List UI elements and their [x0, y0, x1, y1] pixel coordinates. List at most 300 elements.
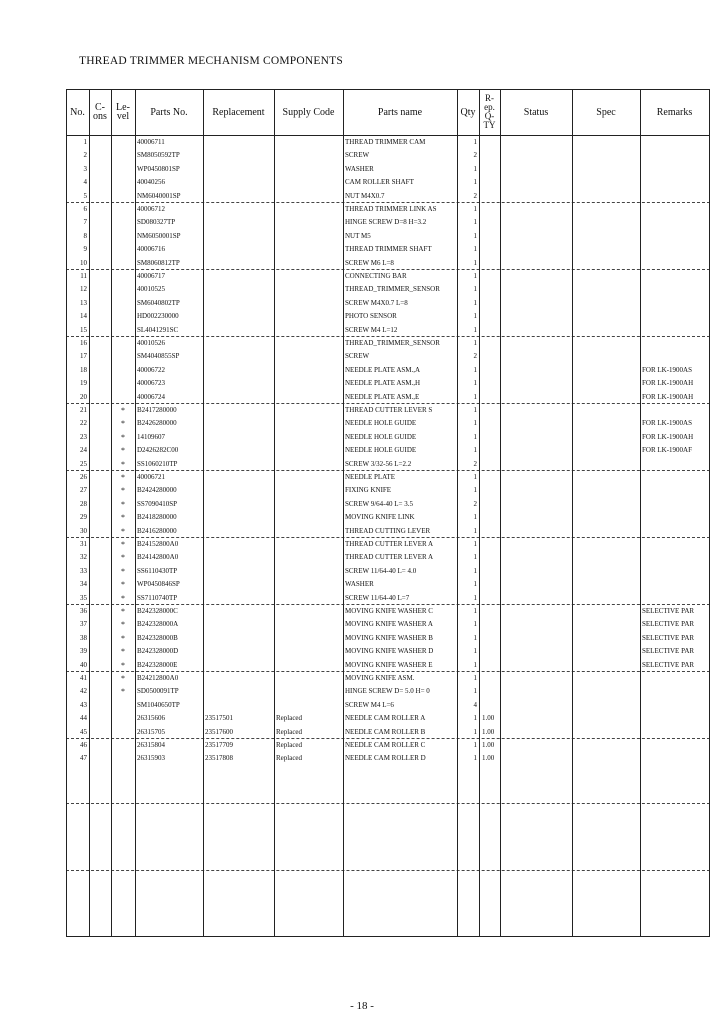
table-row: [66, 685, 710, 698]
level-mark: *: [121, 660, 125, 670]
remarks: FOR LK-1900AH: [642, 432, 694, 441]
table-row: [66, 283, 710, 296]
row-number: 40: [80, 660, 87, 669]
quantity: 1: [473, 432, 477, 441]
row-number: 13: [80, 298, 87, 307]
supply-code: [276, 444, 342, 457]
parts-number: SM8060812TP: [137, 258, 180, 267]
replacement-number: [205, 605, 273, 618]
parts-name: MOVING KNIFE ASM.: [345, 674, 415, 682]
level-mark: *: [121, 406, 125, 415]
parts-name: SCREW: [345, 151, 370, 160]
replacement-number: [205, 257, 273, 270]
level-mark: [111, 190, 135, 203]
replacement-number: [205, 471, 273, 484]
quantity: 1: [473, 566, 477, 575]
remarks: [642, 565, 710, 578]
replacement-number: [205, 444, 273, 457]
row-number: 35: [80, 593, 87, 602]
quantity: 1: [473, 714, 477, 723]
parts-name: THREAD TRIMMER CAM: [345, 138, 426, 146]
quantity: 2: [473, 352, 477, 361]
remarks: [642, 404, 710, 417]
replacement-quantity: [482, 364, 502, 377]
header-no: No.: [70, 106, 85, 118]
replacement-quantity: [482, 605, 502, 618]
replacement-number: [205, 431, 273, 444]
replacement-quantity: 1.00: [482, 741, 495, 749]
parts-number: B242328000B: [137, 633, 178, 642]
quantity: 1: [473, 607, 477, 615]
quantity: 1: [473, 325, 477, 334]
remarks: [642, 176, 710, 189]
level-mark: [111, 230, 135, 243]
table-row: [66, 511, 710, 524]
supply-code: [276, 565, 342, 578]
quantity: 1: [473, 674, 477, 682]
replacement-number: [205, 230, 273, 243]
replacement-quantity: [482, 565, 502, 578]
quantity: 1: [473, 406, 477, 414]
remarks: [642, 739, 710, 752]
replacement-number: [205, 270, 273, 283]
row-number: 42: [80, 687, 87, 696]
replacement-quantity: [482, 377, 502, 390]
remarks: [642, 471, 710, 484]
supply-code: Replaced: [276, 714, 303, 723]
remarks: [642, 243, 710, 256]
header-replacement: Replacement: [212, 106, 265, 118]
replacement-quantity: 1.00: [482, 754, 495, 763]
table-row: [66, 216, 710, 229]
level-mark: *: [121, 620, 125, 630]
parts-name: NEEDLE CAM ROLLER C: [345, 741, 426, 749]
level-mark: [111, 149, 135, 162]
supply-code: [276, 404, 342, 417]
parts-name: WASHER: [345, 164, 374, 173]
supply-code: [276, 471, 342, 484]
quantity: 2: [473, 459, 477, 468]
parts-number: WP0450801SP: [137, 164, 180, 173]
parts-name: SCREW 11/64-40 L= 4.0: [345, 566, 417, 575]
replacement-number: [205, 511, 273, 524]
quantity: 1: [473, 392, 477, 401]
remarks: SELECTIVE PAR: [642, 620, 695, 629]
replacement-number: [205, 216, 273, 229]
parts-name: CAM ROLLER SHAFT: [345, 178, 414, 187]
remarks: [642, 551, 710, 564]
supply-code: Replaced: [276, 727, 303, 736]
remarks: FOR LK-1900AH: [642, 392, 694, 401]
parts-name: NEEDLE CAM ROLLER A: [345, 714, 426, 723]
quantity: 1: [473, 164, 477, 173]
replacement-number: [205, 632, 273, 645]
parts-number: B2426280000: [137, 419, 177, 428]
replacement-number: [205, 645, 273, 658]
replacement-number: [205, 324, 273, 337]
level-mark: *: [121, 633, 125, 643]
table-row: [66, 203, 710, 216]
supply-code: [276, 216, 342, 229]
row-number: 18: [80, 365, 87, 374]
level-mark: *: [121, 607, 125, 616]
table-row: [66, 471, 710, 484]
parts-number: SM4040855SP: [137, 352, 180, 361]
parts-number: WP0450846SP: [137, 580, 180, 589]
parts-name: NEEDLE PLATE ASM.,E: [345, 392, 420, 401]
row-number: 47: [80, 754, 87, 763]
supply-code: [276, 578, 342, 591]
parts-number: B242328000C: [137, 607, 178, 615]
header-remarks: Remarks: [656, 106, 693, 118]
supply-code: [276, 243, 342, 256]
replacement-number: [205, 565, 273, 578]
row-number: 3: [83, 164, 87, 173]
supply-code: [276, 632, 342, 645]
header-rep-qty-line2: ep.: [484, 102, 495, 112]
replacement-number: [205, 672, 273, 685]
supply-code: [276, 324, 342, 337]
supply-code: [276, 511, 342, 524]
replacement-quantity: [482, 297, 502, 310]
quantity: 2: [473, 499, 477, 508]
table-row: [66, 364, 710, 377]
replacement-quantity: [482, 484, 502, 497]
header-rep-qty: [479, 89, 500, 135]
table-row: [66, 337, 710, 350]
parts-name: MOVING KNIFE WASHER E: [345, 660, 433, 669]
remarks: [642, 699, 710, 712]
quantity: 1: [473, 298, 477, 307]
quantity: 1: [473, 339, 477, 347]
parts-number: 40006723: [137, 379, 165, 388]
replacement-quantity: [482, 471, 502, 484]
replacement-number: 23517709: [205, 741, 233, 749]
quantity: 1: [473, 486, 477, 495]
replacement-number: [205, 578, 273, 591]
header-cons-line1: C-: [95, 102, 105, 113]
quantity: 1: [473, 580, 477, 589]
level-mark: *: [121, 553, 125, 563]
quantity: 1: [473, 365, 477, 374]
replacement-number: 23517808: [205, 754, 233, 763]
replacement-quantity: [482, 190, 502, 203]
row-number: 15: [80, 325, 87, 334]
table-row: [66, 444, 710, 457]
parts-name: MOVING KNIFE LINK: [345, 513, 415, 522]
remarks: [642, 230, 710, 243]
remarks: [642, 337, 710, 350]
parts-name: MOVING KNIFE WASHER C: [345, 607, 433, 615]
level-mark: [111, 726, 135, 739]
remarks: [642, 752, 710, 765]
row-number: 2: [83, 151, 87, 160]
parts-number: B242328000D: [137, 647, 179, 656]
remarks: [642, 672, 710, 685]
table-row: [66, 431, 710, 444]
header-rep-qty-line3: Q-: [484, 111, 495, 121]
parts-name: NEEDLE PLATE: [345, 473, 395, 481]
parts-number: 40010526: [137, 339, 165, 347]
supply-code: [276, 364, 342, 377]
table-row: [66, 243, 710, 256]
supply-code: [276, 605, 342, 618]
replacement-number: [205, 310, 273, 323]
replacement-number: [205, 364, 273, 377]
level-mark: [111, 712, 135, 725]
replacement-quantity: [482, 230, 502, 243]
replacement-number: [205, 618, 273, 631]
parts-name: HINGE SCREW D= 5.0 H= 0: [345, 687, 430, 696]
supply-code: [276, 391, 342, 404]
quantity: 1: [473, 754, 477, 763]
header-parts-no: Parts No.: [150, 106, 188, 118]
quantity: 2: [473, 151, 477, 160]
replacement-number: [205, 149, 273, 162]
remarks: [642, 203, 710, 216]
quantity: 1: [473, 419, 477, 428]
table-row: [66, 592, 710, 605]
row-number: 25: [80, 459, 87, 468]
row-number: 27: [80, 486, 87, 495]
table-row: [66, 190, 710, 203]
replacement-number: [205, 350, 273, 363]
quantity: 1: [473, 138, 477, 146]
row-number: 16: [80, 339, 87, 347]
remarks: FOR LK-1900AH: [642, 379, 694, 388]
replacement-quantity: [482, 350, 502, 363]
row-number: 32: [80, 553, 87, 562]
header-qty: Qty: [460, 106, 476, 118]
table-row: [66, 538, 710, 551]
table-row: [66, 404, 710, 417]
replacement-quantity: [482, 511, 502, 524]
replacement-quantity: [482, 578, 502, 591]
parts-number: HD002230000: [137, 312, 179, 321]
header-level-line1: Le-: [116, 102, 130, 113]
level-mark: *: [121, 674, 125, 683]
level-mark: [111, 310, 135, 323]
parts-name: THREAD CUTTER LEVER A: [345, 553, 434, 562]
level-mark: [111, 391, 135, 404]
row-number: 6: [83, 205, 87, 213]
row-number: 31: [80, 540, 87, 548]
row-number: 12: [80, 285, 87, 294]
replacement-quantity: [482, 538, 502, 551]
supply-code: [276, 699, 342, 712]
supply-code: [276, 484, 342, 497]
level-mark: [111, 257, 135, 270]
supply-code: [276, 498, 342, 511]
quantity: 4: [473, 700, 477, 709]
parts-number: B24142800A0: [137, 553, 179, 562]
level-mark: [111, 752, 135, 765]
level-mark: [111, 216, 135, 229]
header-rep-qty-line1: R-: [485, 93, 494, 103]
row-number: 10: [80, 258, 87, 267]
parts-number: SD080327TP: [137, 218, 176, 227]
replacement-quantity: [482, 149, 502, 162]
replacement-quantity: [482, 699, 502, 712]
supply-code: [276, 190, 342, 203]
level-mark: [111, 297, 135, 310]
table-row: [66, 645, 710, 658]
table-row: [66, 699, 710, 712]
replacement-number: [205, 551, 273, 564]
parts-name: MOVING KNIFE WASHER D: [345, 647, 434, 656]
parts-number: 40006711: [137, 138, 165, 146]
level-mark: *: [121, 432, 125, 442]
group-divider: [66, 803, 710, 804]
quantity: 1: [473, 620, 477, 629]
level-mark: *: [121, 580, 125, 590]
replacement-quantity: [482, 632, 502, 645]
parts-number: B24212800A0: [137, 674, 179, 682]
row-number: 43: [80, 700, 87, 709]
parts-number: SS7090410SP: [137, 499, 178, 508]
parts-name: WASHER: [345, 580, 374, 589]
supply-code: [276, 176, 342, 189]
table-row: [66, 498, 710, 511]
replacement-number: [205, 417, 273, 430]
row-number: 23: [80, 432, 87, 441]
replacement-quantity: [482, 324, 502, 337]
replacement-quantity: [482, 551, 502, 564]
level-mark: *: [121, 647, 125, 657]
level-mark: [111, 203, 135, 216]
row-number: 8: [83, 231, 87, 240]
quantity: 1: [473, 205, 477, 213]
remarks: [642, 350, 710, 363]
replacement-number: [205, 203, 273, 216]
row-number: 36: [80, 607, 87, 615]
level-mark: *: [121, 540, 125, 549]
supply-code: [276, 618, 342, 631]
parts-number: B24152800A0: [137, 540, 179, 548]
quantity: 1: [473, 258, 477, 267]
replacement-number: [205, 498, 273, 511]
supply-code: [276, 310, 342, 323]
quantity: 1: [473, 741, 477, 749]
level-mark: [111, 243, 135, 256]
quantity: 1: [473, 647, 477, 656]
replacement-quantity: [482, 243, 502, 256]
level-mark: [111, 337, 135, 350]
table-row: [66, 659, 710, 672]
supply-code: [276, 149, 342, 162]
remarks: SELECTIVE PAR: [642, 607, 695, 615]
parts-number: SS1060210TP: [137, 459, 178, 468]
row-number: 9: [83, 245, 87, 254]
row-number: 4: [83, 178, 87, 187]
remarks: [642, 310, 710, 323]
parts-name: PHOTO SENSOR: [345, 312, 397, 321]
row-number: 39: [80, 647, 87, 656]
table-row: [66, 551, 710, 564]
supply-code: [276, 350, 342, 363]
replacement-quantity: [482, 257, 502, 270]
row-number: 14: [80, 312, 87, 321]
supply-code: [276, 538, 342, 551]
header-rep-qty-line4: TY: [483, 120, 496, 130]
parts-name: NUT M4X0.7: [345, 191, 385, 200]
supply-code: [276, 283, 342, 296]
parts-number: 40010525: [137, 285, 165, 294]
table-row: [66, 525, 710, 538]
replacement-quantity: [482, 391, 502, 404]
replacement-quantity: [482, 525, 502, 538]
table-row: [66, 618, 710, 631]
supply-code: [276, 257, 342, 270]
parts-name: SCREW M4X0.7 L=8: [345, 298, 408, 307]
row-number: 21: [80, 406, 87, 414]
supply-code: [276, 659, 342, 672]
replacement-number: [205, 525, 273, 538]
table-bottom-border: [66, 936, 710, 937]
table-row: [66, 458, 710, 471]
parts-number: 26315903: [137, 754, 165, 763]
table-row: [66, 149, 710, 162]
parts-number: B2418280000: [137, 513, 177, 522]
remarks: [642, 270, 710, 283]
replacement-number: [205, 484, 273, 497]
quantity: 1: [473, 633, 477, 642]
level-mark: *: [121, 687, 125, 697]
remarks: SELECTIVE PAR: [642, 660, 695, 669]
group-divider: [66, 870, 710, 871]
table-row: [66, 565, 710, 578]
parts-number: 40006724: [137, 392, 165, 401]
quantity: 1: [473, 660, 477, 669]
parts-name: NEEDLE HOLE GUIDE: [345, 419, 417, 428]
parts-table: [66, 89, 710, 937]
table-row: [66, 391, 710, 404]
page-number: - 18 -: [350, 1000, 374, 1012]
replacement-quantity: [482, 176, 502, 189]
replacement-number: [205, 458, 273, 471]
table-row: [66, 270, 710, 283]
supply-code: [276, 337, 342, 350]
parts-name: THREAD TRIMMER LINK AS: [345, 205, 437, 213]
remarks: [642, 498, 710, 511]
replacement-number: [205, 391, 273, 404]
parts-number: SL4041291SC: [137, 325, 179, 334]
supply-code: [276, 136, 342, 149]
quantity: 1: [473, 231, 477, 240]
table-row: [66, 417, 710, 430]
header-level: [111, 89, 135, 135]
parts-name: SCREW 3/32-56 L=2.2: [345, 459, 412, 468]
row-number: 33: [80, 566, 87, 575]
parts-number: B242328000E: [137, 660, 178, 669]
parts-number: NM6050001SP: [137, 231, 181, 240]
parts-name: NEEDLE PLATE ASM.,H: [345, 379, 421, 388]
parts-number: D2426282C00: [137, 446, 179, 455]
supply-code: [276, 672, 342, 685]
replacement-number: [205, 699, 273, 712]
replacement-quantity: [482, 337, 502, 350]
table-row: [66, 672, 710, 685]
parts-name: SCREW 11/64-40 L=7: [345, 593, 410, 602]
remarks: [642, 578, 710, 591]
parts-number: SM1040650TP: [137, 700, 180, 709]
table-row: [66, 310, 710, 323]
supply-code: [276, 297, 342, 310]
level-mark: *: [121, 499, 125, 509]
remarks: FOR LK-1900AS: [642, 365, 692, 374]
replacement-number: 23517501: [205, 714, 233, 723]
supply-code: [276, 163, 342, 176]
